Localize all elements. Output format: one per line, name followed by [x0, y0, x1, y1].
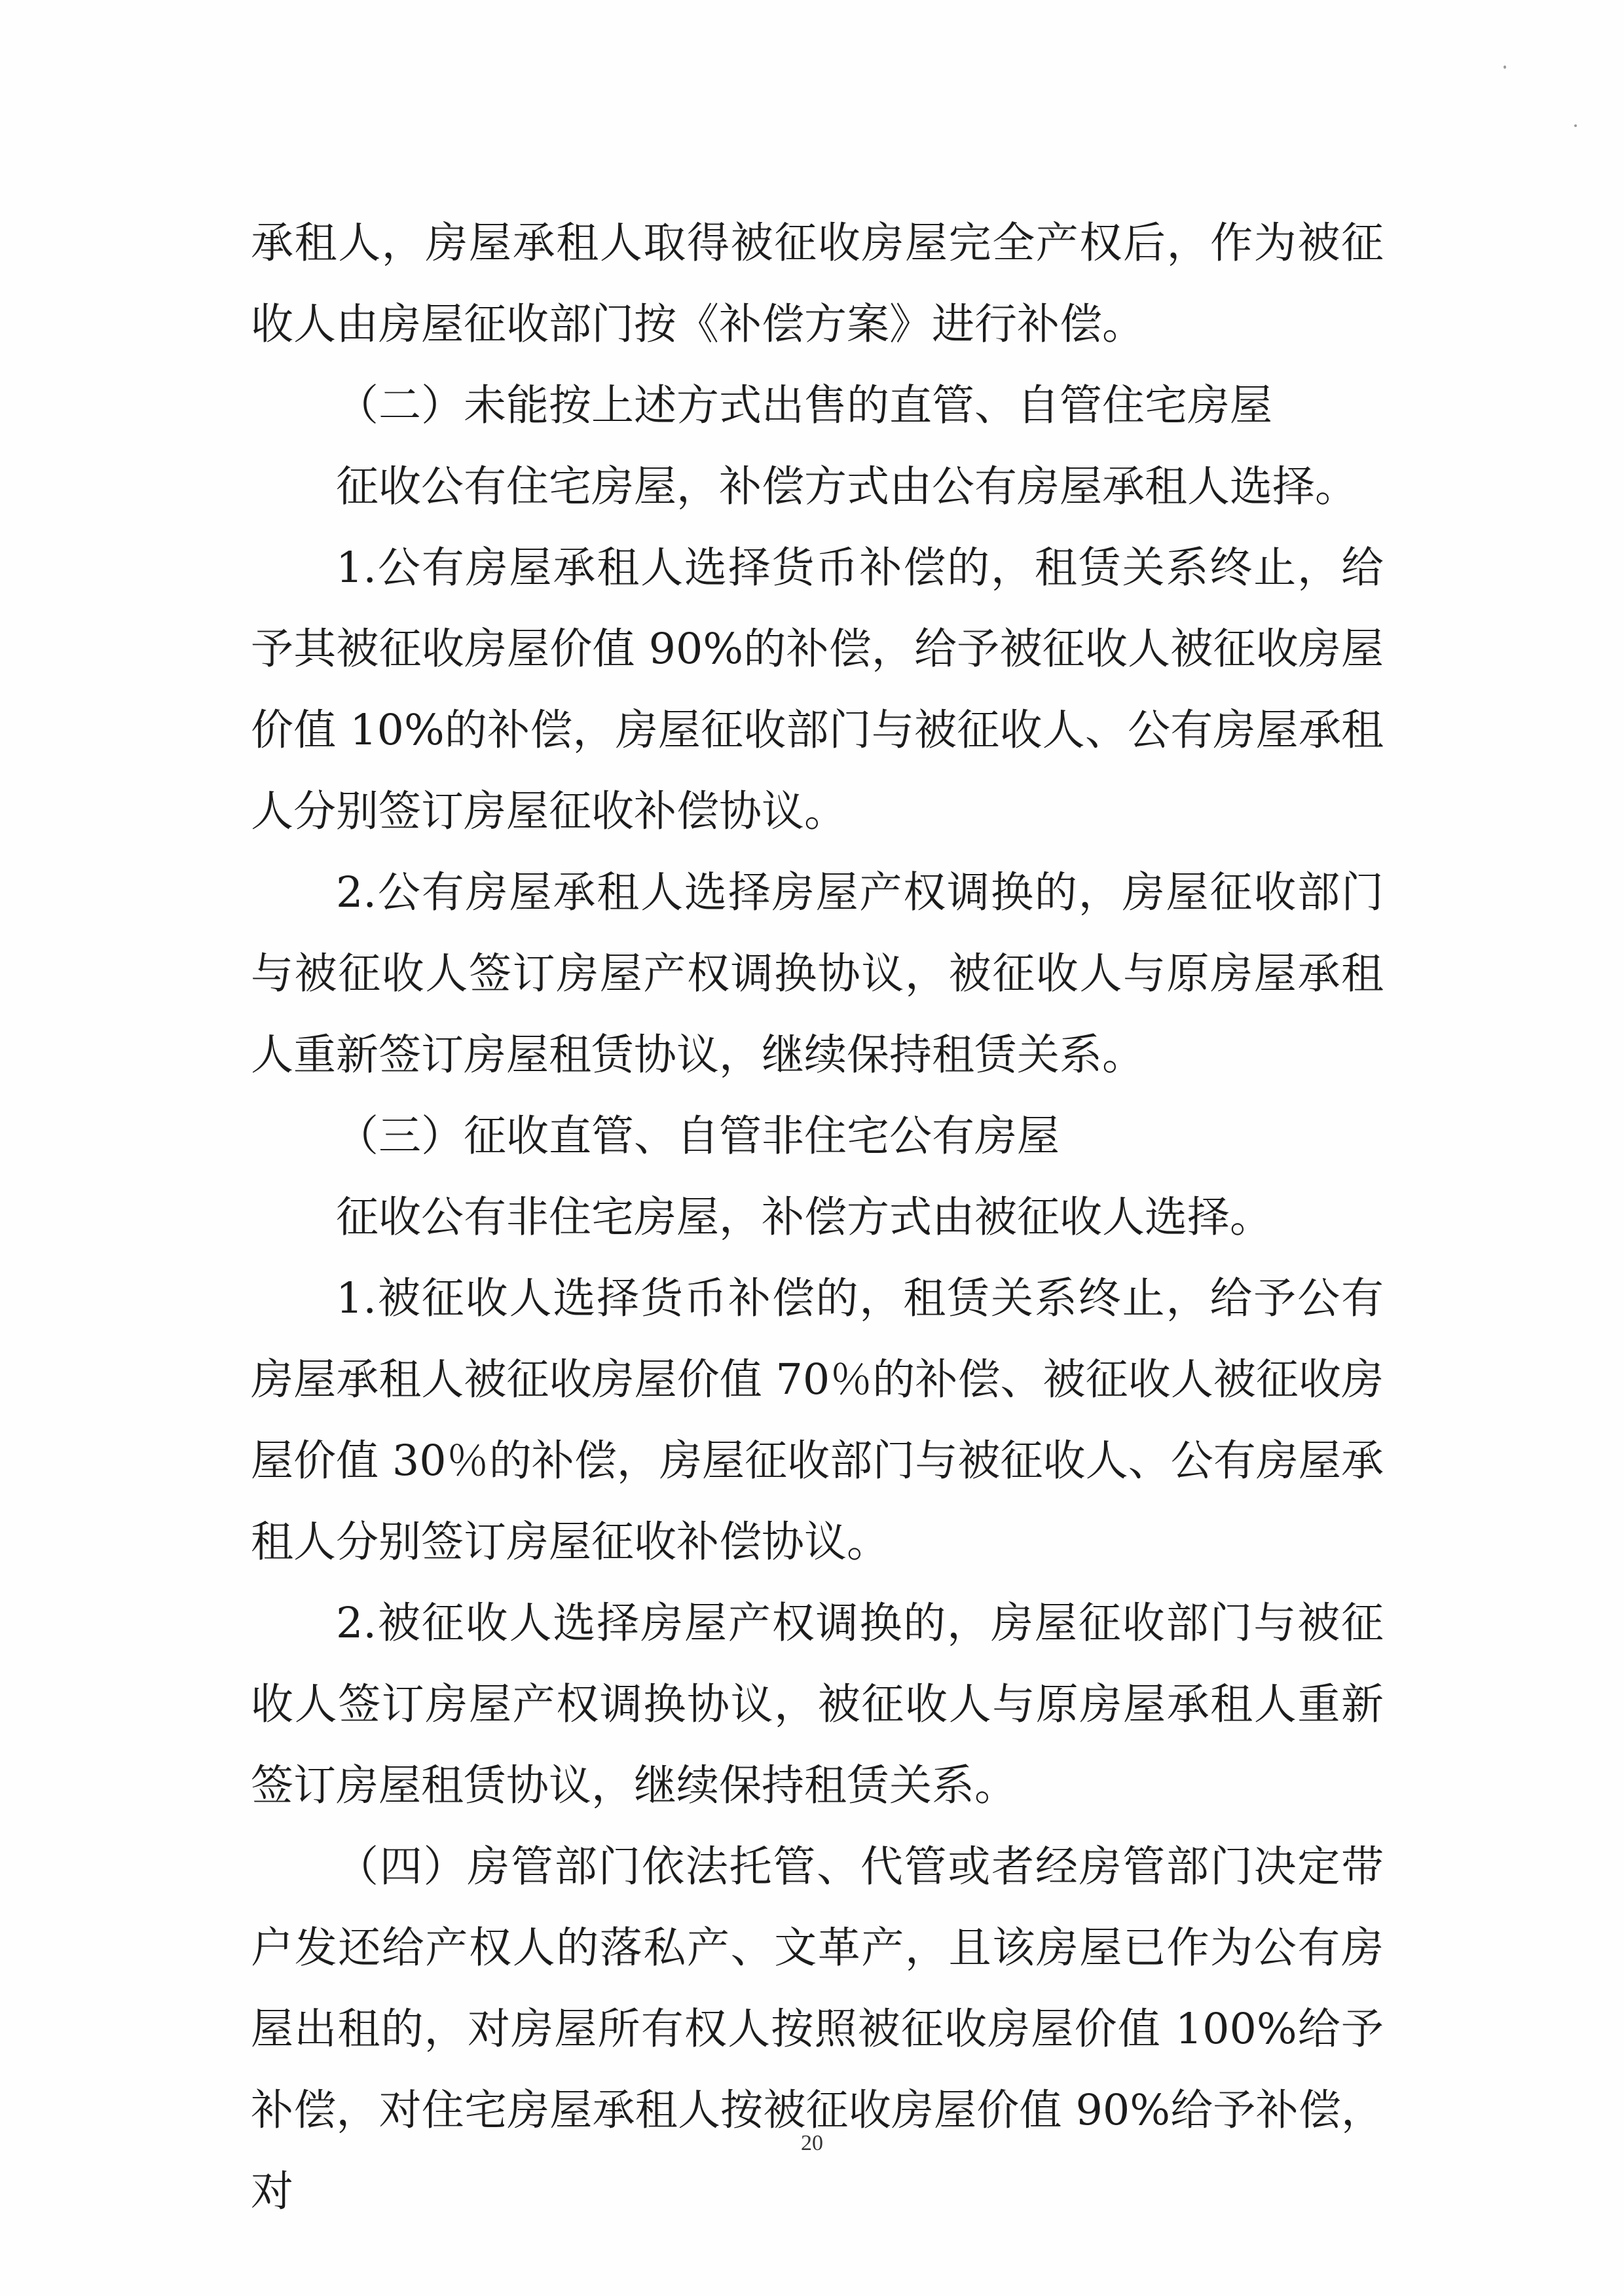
section-heading-4-paragraph: （四）房管部门依法托管、代管或者经房管部门决定带户发还给产权人的落私产、文革产，且该房屋已作为公有房屋出租的，对房屋所有权人按照被征收房屋价值 100%给予补偿，对住宅房屋承租人按被征收房屋价值 90%给予补偿，对: [251, 1842, 1384, 2216]
paragraph: 征收公有住宅房屋，补偿方式由公有房屋承租人选择。: [336, 462, 1358, 511]
page-number: 20: [801, 2131, 823, 2155]
paragraph: 征收公有非住宅房屋，补偿方式由被征收人选择。: [336, 1193, 1273, 1242]
numbered-paragraph: 1.被征收人选择货币补偿的，租赁关系终止，给予公有房屋承租人被征收房屋价值 70％的补偿、被征收人被征收房屋价值 30％的补偿，房屋征收部门与被征收人、公有房屋承租人分别签订房屋征收补偿协议。: [251, 1274, 1384, 1567]
paragraph-continuation: 承租人，房屋承租人取得被征收房屋完全产权后，作为被征收人由房屋征收部门按《补偿方案》进行补偿。: [251, 219, 1384, 349]
numbered-paragraph: 2.公有房屋承租人选择房屋产权调换的，房屋征收部门与被征收人签订房屋产权调换协议，被征收人与原房屋承租人重新签订房屋租赁协议，继续保持租赁关系。: [251, 868, 1384, 1080]
numbered-paragraph: 1.公有房屋承租人选择货币补偿的，租赁关系终止，给予其被征收房屋价值 90%的补偿，给予被征收人被征收房屋价值 10%的补偿，房屋征收部门与被征收人、公有房屋承租人分别签订房屋征收补偿协议。: [251, 543, 1384, 836]
numbered-paragraph: 2.被征收人选择房屋产权调换的，房屋征收部门与被征收人签订房屋产权调换协议，被征收人与原房屋承租人重新签订房屋租赁协议，继续保持租赁关系。: [251, 1599, 1384, 1810]
document-body: [251, 203, 1384, 2232]
section-heading-2: （二）未能按上述方式出售的直管、自管住宅房屋: [336, 381, 1273, 430]
section-heading-3: （三）征收直管、自管非住宅公有房屋: [336, 1112, 1060, 1161]
scan-speck: [1574, 124, 1577, 127]
scan-speck: [1504, 65, 1506, 69]
